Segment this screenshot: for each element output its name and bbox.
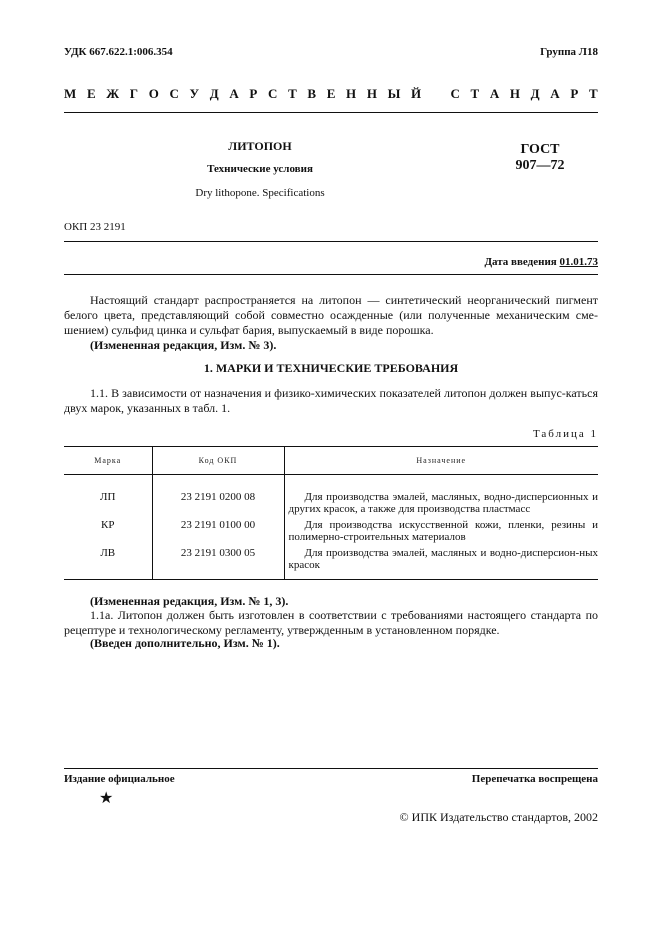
table-header-grade: Марка — [64, 447, 152, 475]
banner-letter: У — [189, 86, 200, 101]
table-edition-note: (Измененная редакция, Изм. № 1, 3). — [90, 594, 289, 608]
banner-letter: Г — [129, 86, 139, 101]
section-heading: 1. МАРКИ И ТЕХНИЧЕСКИЕ ТРЕБОВАНИЯ — [203, 361, 459, 375]
banner-gap — [432, 86, 440, 102]
banner-letter: Т — [288, 86, 297, 101]
banner-letter: Д — [209, 86, 219, 101]
banner-letter: С — [450, 86, 460, 101]
group-code: Группа Л18 — [540, 46, 598, 58]
banner-letter: А — [229, 86, 239, 101]
banner-letter: Н — [509, 86, 521, 101]
banner-letter: О — [148, 86, 159, 101]
table-row — [64, 543, 598, 580]
paragraph-1-1a: 1.1а. Литопон должен быть изготовлен в соответствии с требованиями настоящего стандарта по рецептуре и технологическому регламенту, утвержденным в установленном порядке. — [64, 608, 598, 637]
banner-rule — [64, 112, 598, 113]
banner-letter: А — [489, 86, 500, 101]
banner-letter: Т — [588, 86, 598, 101]
intro-edition-note: (Измененная редакция, Изм. № 3). — [90, 338, 277, 352]
table-header-row — [64, 447, 598, 475]
doc-title: ЛИТОПОН — [228, 139, 292, 153]
banner-letter: Н — [366, 86, 377, 101]
banner-letter: Е — [326, 86, 336, 101]
reprint-notice: Перепечатка воспрещена — [471, 773, 598, 785]
banner-letter: Д — [530, 86, 540, 101]
grade-cell: ЛП — [64, 475, 152, 516]
date-rule — [64, 274, 598, 275]
banner-letter: Н — [346, 86, 357, 101]
banner-letter: Ы — [387, 86, 401, 101]
purpose-cell: Для производства эмалей, масляных и водно-дисперсион-ных красок — [288, 547, 598, 571]
gost-number: 907—72 — [515, 158, 565, 173]
paragraph-1-1: 1.1. В зависимости от назначения и физико-химических показателей литопон должен выпус-каться двух марок, указанных в табл. 1. — [64, 386, 598, 415]
banner-letter: Р — [570, 86, 579, 101]
banner-letter: С — [169, 86, 179, 101]
intro-date — [484, 256, 598, 268]
intro-paragraph: Настоящий стандарт распространяется на литопон — синтетический неорганический пигмент белого цвета, представляющий собой совместно осажденные (или полученные механическим сме-шением) сульфид цинка и сульфат бария, выпускаемый в виде порошка. — [64, 293, 598, 337]
banner-letter: Е — [86, 86, 96, 101]
footer-rule — [64, 768, 598, 769]
grade-cell: ЛВ — [64, 543, 152, 580]
okp-code: ОКП 23 2191 — [64, 221, 126, 233]
banner-letter: В — [307, 86, 317, 101]
standard-banner — [64, 86, 598, 102]
star-icon: ★ — [99, 790, 114, 807]
udk-code: УДК 667.622.1:006.354 — [64, 46, 173, 58]
doc-title-english: Dry lithopone. Specifications — [195, 187, 325, 199]
banner-letter: Ж — [106, 86, 120, 101]
banner-letter: Т — [470, 86, 480, 101]
gost-label: ГОСТ — [520, 142, 560, 157]
code-cell: 23 2191 0100 00 — [152, 515, 284, 543]
table-header-purpose: Назначение — [416, 456, 467, 465]
table-header-code: Код ОКП — [152, 447, 284, 475]
banner-letter: А — [550, 86, 560, 101]
banner-letter: М — [64, 86, 77, 101]
table-row — [64, 475, 598, 516]
banner-letter: С — [268, 86, 278, 101]
grade-cell: КР — [64, 515, 152, 543]
banner-letter: Й — [411, 86, 422, 101]
purpose-cell: Для производства эмалей, масляных, водно-дисперсионных и других красок, а также для производства пластмасс — [288, 491, 598, 515]
code-cell: 23 2191 0300 05 — [152, 543, 284, 580]
intro-date-value: 01.01.73 — [559, 256, 598, 268]
grades-table — [64, 446, 598, 580]
title-rule — [64, 241, 598, 242]
banner-letter: Р — [249, 86, 258, 101]
intro-date-label: Дата введения — [484, 256, 557, 268]
code-cell: 23 2191 0200 08 — [152, 475, 284, 516]
table-caption: Таблица 1 — [532, 428, 598, 440]
official-edition: Издание официальное — [64, 773, 175, 785]
purpose-cell: Для производства искусственной кожи, пленки, резины и полимерно-строительных материалов — [288, 519, 598, 543]
table-row — [64, 515, 598, 543]
added-note: (Введен дополнительно, Изм. № 1). — [90, 636, 280, 650]
doc-subtitle: Технические условия — [207, 163, 313, 175]
copyright: © ИПК Издательство стандартов, 2002 — [399, 810, 598, 824]
